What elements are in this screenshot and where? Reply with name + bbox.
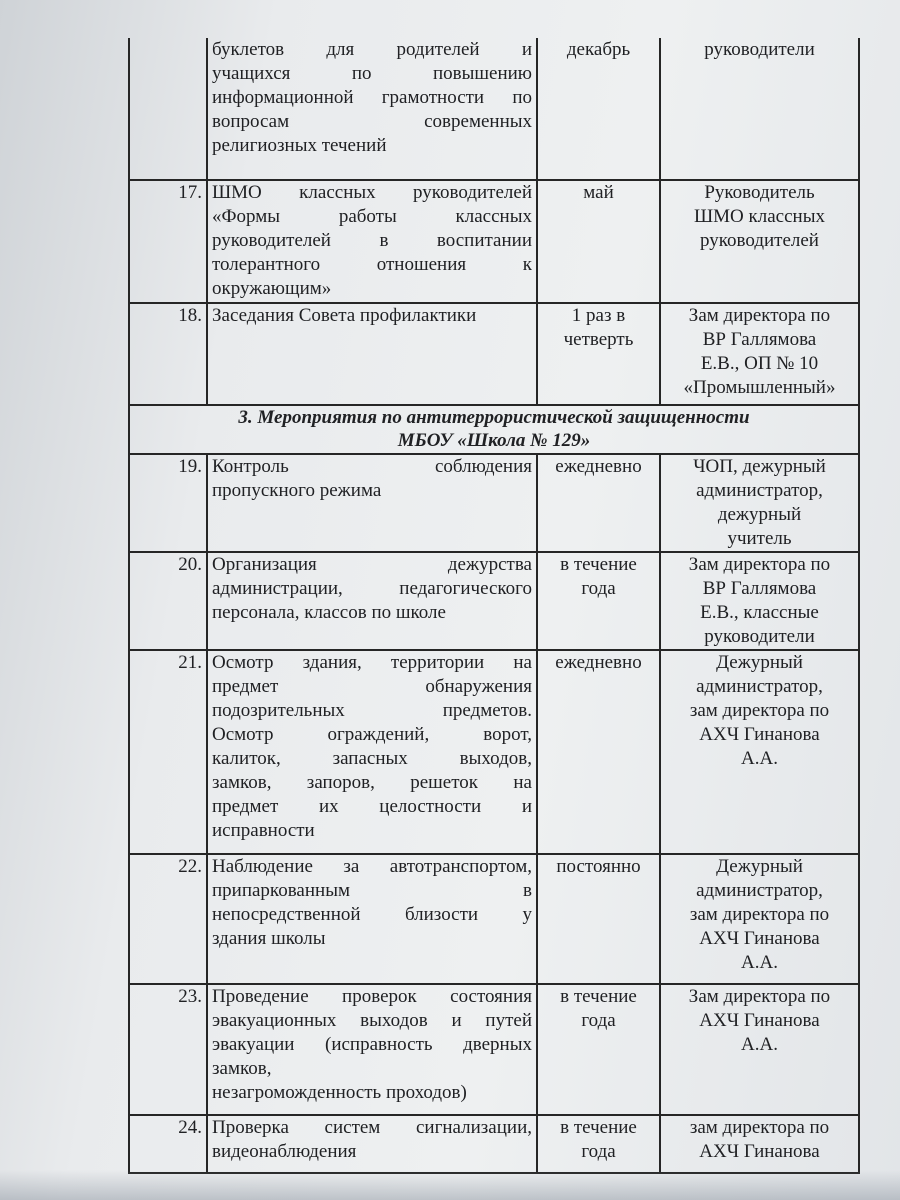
row-number-text: 19. [178,456,202,477]
activity-line: информационной грамотности по [212,87,532,108]
activity-line: персонала, классов по школе [212,602,446,623]
date-cell [537,38,660,180]
activity-cell [207,984,537,1115]
row-number [129,303,207,405]
responsible-line: Зам директора по [688,305,831,326]
responsible-line: учитель [727,528,792,549]
row-number [129,180,207,303]
date-line: в течение [560,554,637,575]
responsible-line: администратор, [696,676,823,697]
responsible-line: ЧОП, дежурный [693,456,826,477]
activity-line: Заседания Совета профилактики [212,305,477,326]
row-number-text: 23. [178,986,202,1007]
activity-cell [207,854,537,984]
date-line: в течение [560,986,637,1007]
row-number [129,984,207,1115]
responsible-cell [660,38,859,180]
activity-line: буклетов для родителей и [212,39,532,60]
row-number [129,38,207,180]
responsible-line: руководители [704,39,815,60]
section-header [129,405,859,454]
responsible-line: Е.В., ОП № 10 [700,353,819,374]
responsible-cell [660,650,859,854]
responsible-line: зам директора по [689,904,830,925]
table-row [129,180,859,303]
responsible-line: АХЧ Гинанова [699,1141,820,1162]
activity-line: калиток, запасных выходов, [212,748,532,769]
date-cell [537,454,660,552]
activity-cell [207,552,537,650]
responsible-line: руководители [704,626,815,647]
section-header-row [129,405,859,454]
responsible-cell [660,454,859,552]
date-line: ежедневно [555,456,642,477]
activity-line: окружающим» [212,278,332,299]
date-line: года [581,1141,616,1162]
responsible-line: ШМО классных [694,206,825,227]
table-row [129,854,859,984]
responsible-line: Зам директора по [688,554,831,575]
table-row [129,650,859,854]
responsible-cell [660,984,859,1115]
date-cell [537,552,660,650]
date-cell [537,984,660,1115]
date-line: года [581,1010,616,1031]
activity-line: замков, [212,1058,272,1079]
date-line: в течение [560,1117,637,1138]
activity-line: предмет обнаружения [212,676,532,697]
activity-line: замков, запоров, решеток на [212,772,532,793]
responsible-cell [660,303,859,405]
activity-line: Проведение проверок состояния [212,986,532,1007]
row-number-text: 24. [178,1117,202,1138]
responsible-cell [660,1115,859,1173]
date-line: постоянно [556,856,641,877]
responsible-line: А.А. [741,1034,778,1055]
section-title-line1: 3. Мероприятия по антитеррористической защищенности [238,407,750,428]
activity-line: припаркованным в [212,880,532,901]
activity-cell [207,180,537,303]
activity-cell [207,454,537,552]
responsible-line: зам директора по [689,700,830,721]
row-number [129,552,207,650]
activity-line: непосредственной близости у [212,904,532,925]
responsible-line: А.А. [741,748,778,769]
row-number-text: 18. [178,305,202,326]
responsible-line: Руководитель [704,182,815,203]
table-row [129,984,859,1115]
activity-line: религиозных течений [212,135,387,156]
responsible-line: администратор, [696,480,823,501]
activity-line: Организация дежурства [212,554,532,575]
activity-line: незагроможденность проходов) [212,1082,467,1103]
activity-line: эвакуации (исправность дверных [212,1034,532,1055]
activity-line: здания школы [212,928,326,949]
responsible-line: А.А. [741,952,778,973]
activity-line: Осмотр здания, территории на [212,652,532,673]
row-number-text: 20. [178,554,202,575]
date-cell [537,180,660,303]
responsible-line: Дежурный [716,652,803,673]
activity-line: толерантного отношения к [212,254,532,275]
activity-line: руководителей в воспитании [212,230,532,251]
responsible-line: АХЧ Гинанова [699,1010,820,1031]
responsible-line: администратор, [696,880,823,901]
responsible-line: дежурный [717,504,802,525]
activity-line: исправности [212,820,315,841]
responsible-line: ВР Галлямова [702,329,817,350]
section-title-line2: МБОУ «Школа № 129» [397,430,591,451]
activity-line: «Формы работы классных [212,206,532,227]
activity-line: подозрительных предметов. [212,700,532,721]
responsible-line: «Промышленный» [683,377,836,398]
activity-line: ШМО классных руководителей [212,182,532,203]
responsible-line: АХЧ Гинанова [699,928,820,949]
responsible-line: Зам директора по [688,986,831,1007]
date-line: ежедневно [555,652,642,673]
responsible-cell [660,552,859,650]
date-line: декабрь [566,39,631,60]
date-cell [537,650,660,854]
responsible-line: зам директора по [689,1117,830,1138]
responsible-line: Дежурный [716,856,803,877]
date-line: года [581,578,616,599]
row-number [129,1115,207,1173]
activity-line: администрации, педагогического [212,578,532,599]
activity-line: эвакуационных выходов и путей [212,1010,532,1031]
activity-line: вопросам современных [212,111,532,132]
date-cell [537,1115,660,1173]
activity-line: предмет их целостности и [212,796,532,817]
activity-plan-table [128,38,860,1174]
table-row [129,38,859,180]
responsible-cell [660,180,859,303]
date-cell [537,854,660,984]
activity-line: Проверка систем сигнализации, [212,1117,532,1138]
date-line: четверть [563,329,634,350]
table-row [129,552,859,650]
responsible-line: руководителей [700,230,819,251]
activity-cell [207,303,537,405]
responsible-line: АХЧ Гинанова [699,724,820,745]
table-row [129,454,859,552]
date-line: май [583,182,614,203]
responsible-cell [660,854,859,984]
date-line: 1 раз в [571,305,626,326]
activity-cell [207,650,537,854]
row-number-text: 22. [178,856,202,877]
responsible-line: ВР Галлямова [702,578,817,599]
table-body [129,38,859,1173]
activity-line: пропускного режима [212,480,382,501]
table-row [129,303,859,405]
activity-cell [207,1115,537,1173]
row-number-text: 17. [178,182,202,203]
activity-line: видеонаблюдения [212,1141,357,1162]
table-row [129,1115,859,1173]
activity-cell [207,38,537,180]
activity-line: Осмотр ограждений, ворот, [212,724,532,745]
activity-line: Наблюдение за автотранспортом, [212,856,532,877]
responsible-line: Е.В., классные [700,602,819,623]
row-number [129,650,207,854]
date-cell [537,303,660,405]
row-number [129,854,207,984]
activity-line: Контроль соблюдения [212,456,532,477]
activity-line: учащихся по повышению [212,63,532,84]
row-number [129,454,207,552]
row-number-text: 21. [178,652,202,673]
